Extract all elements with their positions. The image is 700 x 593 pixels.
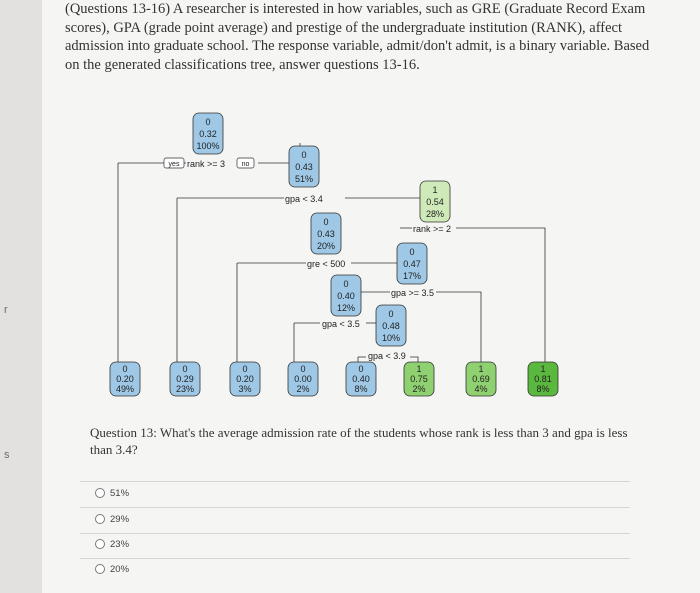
svg-text:0: 0 <box>388 309 394 319</box>
svg-text:0: 0 <box>300 364 306 374</box>
radio-button[interactable] <box>95 488 105 498</box>
svg-text:0.40: 0.40 <box>352 374 370 384</box>
yes-tag: yes <box>168 161 180 168</box>
svg-text:51%: 51% <box>294 174 314 184</box>
option-label: 51% <box>110 487 130 499</box>
option-label: 20% <box>110 563 130 575</box>
side-fragment: s <box>4 449 10 461</box>
divider <box>80 507 630 508</box>
node-root <box>193 113 223 154</box>
svg-text:0: 0 <box>301 150 307 160</box>
radio-button[interactable] <box>95 514 105 524</box>
intro-text: (Questions 13-16) A researcher is interested in how variables, such as GRE (Graduate Record Exam scores), GPA (grade point average) and prestige of the undergraduate institution (RANK), affect admission into graduate school. The response variable, admit/don't admit, is a binary variable. Based on the generated classifications tree, answer questions 13-16. <box>65 1 650 73</box>
split-rank-2: rank >= 2 <box>413 224 452 234</box>
no-tag: no <box>241 161 250 168</box>
svg-text:12%: 12% <box>336 303 356 313</box>
option-label: 29% <box>110 513 130 525</box>
svg-text:0.40: 0.40 <box>337 291 355 301</box>
svg-text:1: 1 <box>432 185 438 195</box>
option-29[interactable] <box>95 510 129 528</box>
option-51[interactable] <box>95 484 129 502</box>
leaf-2 <box>170 362 200 396</box>
svg-text:1: 1 <box>478 364 484 374</box>
question-text: Question 13: What's the average admission rate of the students whose rank is less than 3 and gpa is less than 3.4? <box>90 425 628 457</box>
svg-text:0.20: 0.20 <box>116 374 134 384</box>
svg-text:0: 0 <box>182 364 188 374</box>
option-label: 23% <box>110 538 130 550</box>
node-4 <box>311 213 341 254</box>
svg-text:0.75: 0.75 <box>410 374 428 384</box>
svg-text:0.20: 0.20 <box>236 374 254 384</box>
svg-text:0: 0 <box>205 117 211 127</box>
leaf-4 <box>288 362 318 396</box>
split-gpa-3-5-ge: gpa >= 3.5 <box>391 288 435 298</box>
leaf-8 <box>528 362 558 396</box>
svg-text:4%: 4% <box>474 384 488 394</box>
svg-text:100%: 100% <box>196 141 220 151</box>
svg-text:0.43: 0.43 <box>317 229 335 239</box>
svg-text:0.54: 0.54 <box>426 197 444 207</box>
split-root: rank >= 3 <box>187 159 226 169</box>
svg-text:1: 1 <box>540 364 546 374</box>
node-6 <box>331 275 361 316</box>
svg-text:2%: 2% <box>412 384 426 394</box>
radio-button[interactable] <box>95 564 105 574</box>
svg-text:0: 0 <box>323 217 329 227</box>
divider <box>80 558 630 559</box>
svg-text:0.69: 0.69 <box>472 374 490 384</box>
svg-text:17%: 17% <box>402 271 422 281</box>
leaf-3 <box>230 362 260 396</box>
svg-text:0.48: 0.48 <box>382 321 400 331</box>
svg-text:0: 0 <box>242 364 248 374</box>
svg-text:2%: 2% <box>296 384 310 394</box>
node-3 <box>420 181 450 222</box>
svg-text:0.81: 0.81 <box>534 374 552 384</box>
divider <box>80 533 630 534</box>
svg-text:28%: 28% <box>425 209 445 219</box>
split-gpa-3-9: gpa < 3.9 <box>368 351 406 361</box>
svg-text:49%: 49% <box>115 384 135 394</box>
node-7 <box>376 305 406 346</box>
node-2 <box>289 143 319 187</box>
svg-text:1: 1 <box>416 364 422 374</box>
svg-text:23%: 23% <box>175 384 195 394</box>
option-20[interactable] <box>95 560 129 578</box>
split-gpa-3-5: gpa < 3.5 <box>322 319 360 329</box>
svg-text:20%: 20% <box>316 241 336 251</box>
svg-text:0: 0 <box>122 364 128 374</box>
split-gpa-3-4: gpa < 3.4 <box>285 194 323 204</box>
svg-text:0.00: 0.00 <box>294 374 312 384</box>
leaf-1 <box>110 362 140 396</box>
side-fragment: r <box>4 304 8 316</box>
leaf-7 <box>466 362 496 396</box>
svg-text:0: 0 <box>343 279 349 289</box>
svg-text:0.29: 0.29 <box>176 374 194 384</box>
radio-button[interactable] <box>95 539 105 549</box>
leaf-5 <box>346 362 376 396</box>
node-5 <box>397 243 427 284</box>
tree-edges <box>118 147 545 362</box>
svg-text:0: 0 <box>358 364 364 374</box>
split-gre-500: gre < 500 <box>307 259 346 269</box>
option-23[interactable] <box>95 535 129 553</box>
svg-text:0: 0 <box>409 247 415 257</box>
leaf-6 <box>404 362 434 396</box>
svg-text:10%: 10% <box>381 333 401 343</box>
svg-text:8%: 8% <box>354 384 368 394</box>
svg-text:0.43: 0.43 <box>295 162 313 172</box>
divider <box>80 481 630 482</box>
svg-text:0.47: 0.47 <box>403 259 421 269</box>
svg-text:0.32: 0.32 <box>199 129 217 139</box>
svg-text:3%: 3% <box>238 384 252 394</box>
svg-text:8%: 8% <box>536 384 550 394</box>
